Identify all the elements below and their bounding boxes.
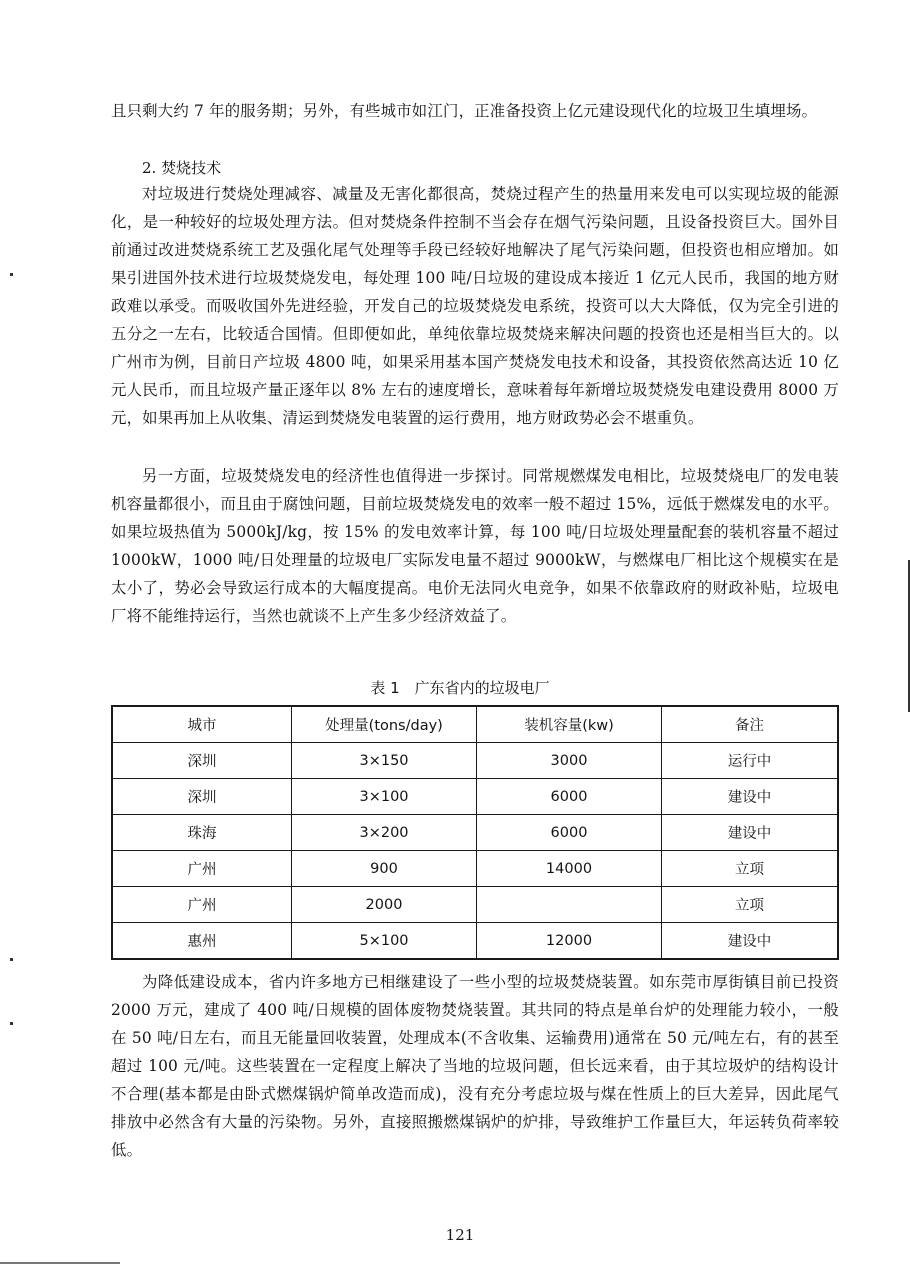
cell-remark: 建设中 bbox=[662, 815, 839, 851]
cell-city: 珠海 bbox=[112, 815, 292, 851]
cell-city: 深圳 bbox=[112, 743, 292, 779]
column-header-installed-power: 装机容量(kw) bbox=[477, 706, 662, 743]
table-row bbox=[112, 887, 838, 923]
closing-paragraph: 为降低建设成本，省内许多地方已相继建设了一些小型的垃圾焚烧装置。如东莞市厚街镇目前已投资 2000 万元，建成了 400 吨/日规模的固体废物焚烧装置。其共同的特点是单台炉的处理能力较小，一般在 50 吨/日左右，而且无能量回收装置，处理成本(不含收集、运输费用)通常在 50 元/吨左右，有的甚至超过 100 元/吨。这些装置在一定程度上解决了当地的垃圾问题，但长远来看，由于其垃圾炉的结构设计不合理(基本都是由卧式燃煤锅炉简单改造而成)，没有充分考虑垃圾与煤在性质上的巨大差异，因此尾气排放中必然含有大量的污染物。另外，直接照搬燃煤锅炉的炉排，导致维护工作量巨大，年运转负荷率较低。 bbox=[111, 973, 839, 1159]
cell-capacity: 2000 bbox=[292, 887, 477, 923]
cell-installed-power bbox=[477, 887, 662, 923]
cell-city: 深圳 bbox=[112, 779, 292, 815]
cell-remark: 立项 bbox=[662, 851, 839, 887]
section-heading: 2. 焚烧技术 bbox=[142, 159, 222, 177]
cell-city: 广州 bbox=[112, 887, 292, 923]
table-row bbox=[112, 851, 838, 887]
cell-city: 广州 bbox=[112, 851, 292, 887]
scan-edge-mark bbox=[908, 560, 910, 712]
column-header-capacity: 处理量(tons/day) bbox=[292, 706, 477, 743]
cell-remark: 运行中 bbox=[662, 743, 839, 779]
cell-capacity: 3×100 bbox=[292, 779, 477, 815]
scan-speck bbox=[10, 273, 13, 276]
column-header-remark: 备注 bbox=[662, 706, 839, 743]
cell-installed-power: 3000 bbox=[477, 743, 662, 779]
cell-installed-power: 12000 bbox=[477, 923, 662, 960]
cell-installed-power: 6000 bbox=[477, 779, 662, 815]
cell-capacity: 3×200 bbox=[292, 815, 477, 851]
cell-city: 惠州 bbox=[112, 923, 292, 960]
intro-paragraph: 且只剩大约 7 年的服务期；另外，有些城市如江门，正准备投资上亿元建设现代化的垃圾卫生填埋场。 bbox=[111, 102, 818, 120]
cell-installed-power: 6000 bbox=[477, 815, 662, 851]
cell-remark: 立项 bbox=[662, 887, 839, 923]
column-header-city: 城市 bbox=[112, 706, 292, 743]
table-row bbox=[112, 743, 838, 779]
scan-speck bbox=[10, 958, 13, 961]
cell-capacity: 5×100 bbox=[292, 923, 477, 960]
scan-speck bbox=[10, 1022, 13, 1025]
cell-remark: 建设中 bbox=[662, 779, 839, 815]
cell-capacity: 3×150 bbox=[292, 743, 477, 779]
page-number: 121 bbox=[445, 1226, 475, 1244]
table-row bbox=[112, 779, 838, 815]
body-paragraph-2: 另一方面，垃圾焚烧发电的经济性也值得进一步探讨。同常规燃煤发电相比，垃圾焚烧电厂的发电装机容量都很小，而且由于腐蚀问题，目前垃圾焚烧发电的效率一般不超过 15%，远低于燃煤发电的水平。如果垃圾热值为 5000kJ/kg，按 15% 的发电效率计算，每 100 吨/日垃圾处理量配套的装机容量不超过 1000kW，1000 吨/日处理量的垃圾电厂实际发电量不超过 9000kW，与燃煤电厂相比这个规模实在是太小了，势必会导致运行成本的大幅度提高。电价无法同火电竞争，如果不依靠政府的财政补贴，垃圾电厂将不能维持运行，当然也就谈不上产生多少经济效益了。 bbox=[111, 467, 839, 625]
cell-remark: 建设中 bbox=[662, 923, 839, 960]
cell-capacity: 900 bbox=[292, 851, 477, 887]
table-header-row bbox=[112, 706, 838, 743]
scan-bottom-edge bbox=[0, 1262, 120, 1264]
power-plant-table bbox=[111, 705, 839, 960]
table-row bbox=[112, 815, 838, 851]
cell-installed-power: 14000 bbox=[477, 851, 662, 887]
body-paragraph-1: 对垃圾进行焚烧处理减容、减量及无害化都很高，焚烧过程产生的热量用来发电可以实现垃圾的能源化，是一种较好的垃圾处理方法。但对焚烧条件控制不当会存在烟气污染问题，且设备投资巨大。国外目前通过改进焚烧系统工艺及强化尾气处理等手段已经较好地解决了尾气污染问题，但投资也相应增加。如果引进国外技术进行垃圾焚烧发电，每处理 100 吨/日垃圾的建设成本接近 1 亿元人民币，我国的地方财政难以承受。而吸收国外先进经验，开发自己的垃圾焚烧发电系统，投资可以大大降低，仅为完全引进的五分之一左右，比较适合国情。但即便如此，单纯依靠垃圾焚烧来解决问题的投资也还是相当巨大的。以广州市为例，目前日产垃圾 4800 吨，如果采用基本国产焚烧发电技术和设备，其投资依然高达近 10 亿元人民币，而且垃圾产量正逐年以 8% 左右的速度增长，意味着每年新增垃圾焚烧发电建设费用 8000 万元，如果再加上从收集、清运到焚烧发电装置的运行费用，地方财政势必会不堪重负。 bbox=[111, 185, 839, 427]
table-row bbox=[112, 923, 838, 960]
table-caption: 表 1 广东省内的垃圾电厂 bbox=[370, 679, 550, 697]
